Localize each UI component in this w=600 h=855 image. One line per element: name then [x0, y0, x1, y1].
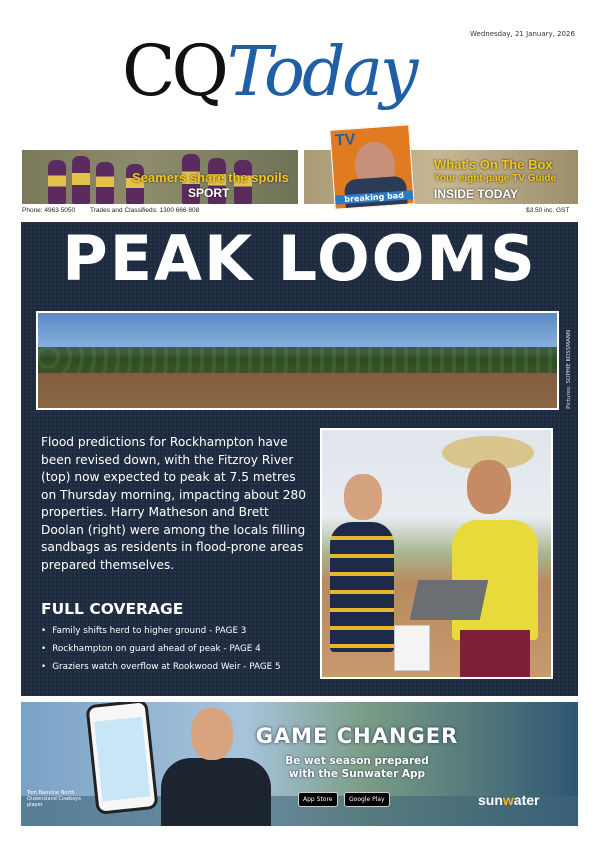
coverage-link-page-3[interactable]: • Family shifts herd to higher ground - PAGE 3 [41, 626, 281, 636]
sandbag-photo [320, 428, 553, 679]
man-head-shape [467, 460, 511, 514]
ambassador-caption: Tom Banvine North Queensland Cowboys player [27, 790, 81, 808]
logo-cq-text: CQ [122, 30, 225, 112]
man-shorts-shape [460, 630, 530, 678]
promo-sport[interactable] [22, 150, 298, 204]
phone-number: Phone: 4963 5050 [22, 207, 76, 214]
fitzroy-river-photo [36, 311, 559, 410]
tv-cover-banner: breaking bad [335, 190, 413, 204]
tv-promo-subline: Your eight-page TV Guide [434, 173, 557, 184]
coverage-list [41, 626, 281, 680]
shovel-shape [410, 580, 489, 620]
brand-ater: ater [513, 792, 540, 808]
cover-price: $3.50 inc. GST [526, 207, 570, 214]
sandbag-shape [394, 625, 430, 671]
tv-promo-headline: What's On The Box [434, 157, 553, 172]
tv-logo: TV [334, 131, 357, 150]
boy-shirt-shape [330, 522, 394, 652]
tv-guide-cover [329, 124, 414, 209]
google-play-badge[interactable]: Google Play [344, 792, 390, 807]
app-screen [94, 717, 150, 802]
full-coverage-heading: FULL COVERAGE [41, 600, 184, 618]
lead-headline[interactable]: PEAK LOOMS [62, 222, 537, 295]
app-store-badge[interactable]: App Store [298, 792, 338, 807]
cq-today-logo[interactable] [122, 30, 416, 112]
cricketer-figure [96, 162, 114, 204]
lead-story-text: Flood predictions for Rockhampton have been revised down, with the Fitzroy River (top) now expected to peak at 7.5 metres on Thursday morning, impacting about 280 properties. Harry Matheson and Brett Doolan (right) were among the locals filling sandbags as residents in flood-prone areas prepared themselves. [41, 435, 307, 572]
logo-today-text: Today [226, 33, 416, 112]
sport-promo-headline: Seamers share the spoils [132, 170, 289, 185]
riverbank-trees [38, 347, 557, 373]
boy-head-shape [344, 474, 382, 520]
tv-promo-section: INSIDE TODAY [434, 187, 519, 201]
sport-promo-section: SPORT [188, 186, 230, 200]
photo-credit: Pictures: SOPHIE KOSSMANN [566, 330, 572, 409]
cricketer-figure [48, 160, 66, 204]
ad-subline-2: with the Sunwater App [288, 768, 426, 780]
coverage-link-page-4[interactable]: • Rockhampton on guard ahead of peak - PAGE 4 [41, 644, 281, 654]
sunwater-logo[interactable] [478, 792, 539, 808]
brand-sun: sun [478, 792, 503, 808]
brand-w: w [502, 792, 514, 808]
coverage-link-page-5[interactable]: • Graziers watch overflow at Rookwood Weir - PAGE 5 [41, 662, 281, 672]
phone-mockup [85, 702, 158, 815]
ad-subline-1: Be wet season prepared [285, 755, 429, 767]
issue-date: Wednesday, 21 January, 2026 [470, 30, 575, 38]
trades-classifieds: Trades and Classifieds: 1300 666 808 [90, 207, 200, 214]
cricketer-figure [72, 156, 90, 204]
ad-headline: GAME CHANGER [255, 724, 459, 748]
